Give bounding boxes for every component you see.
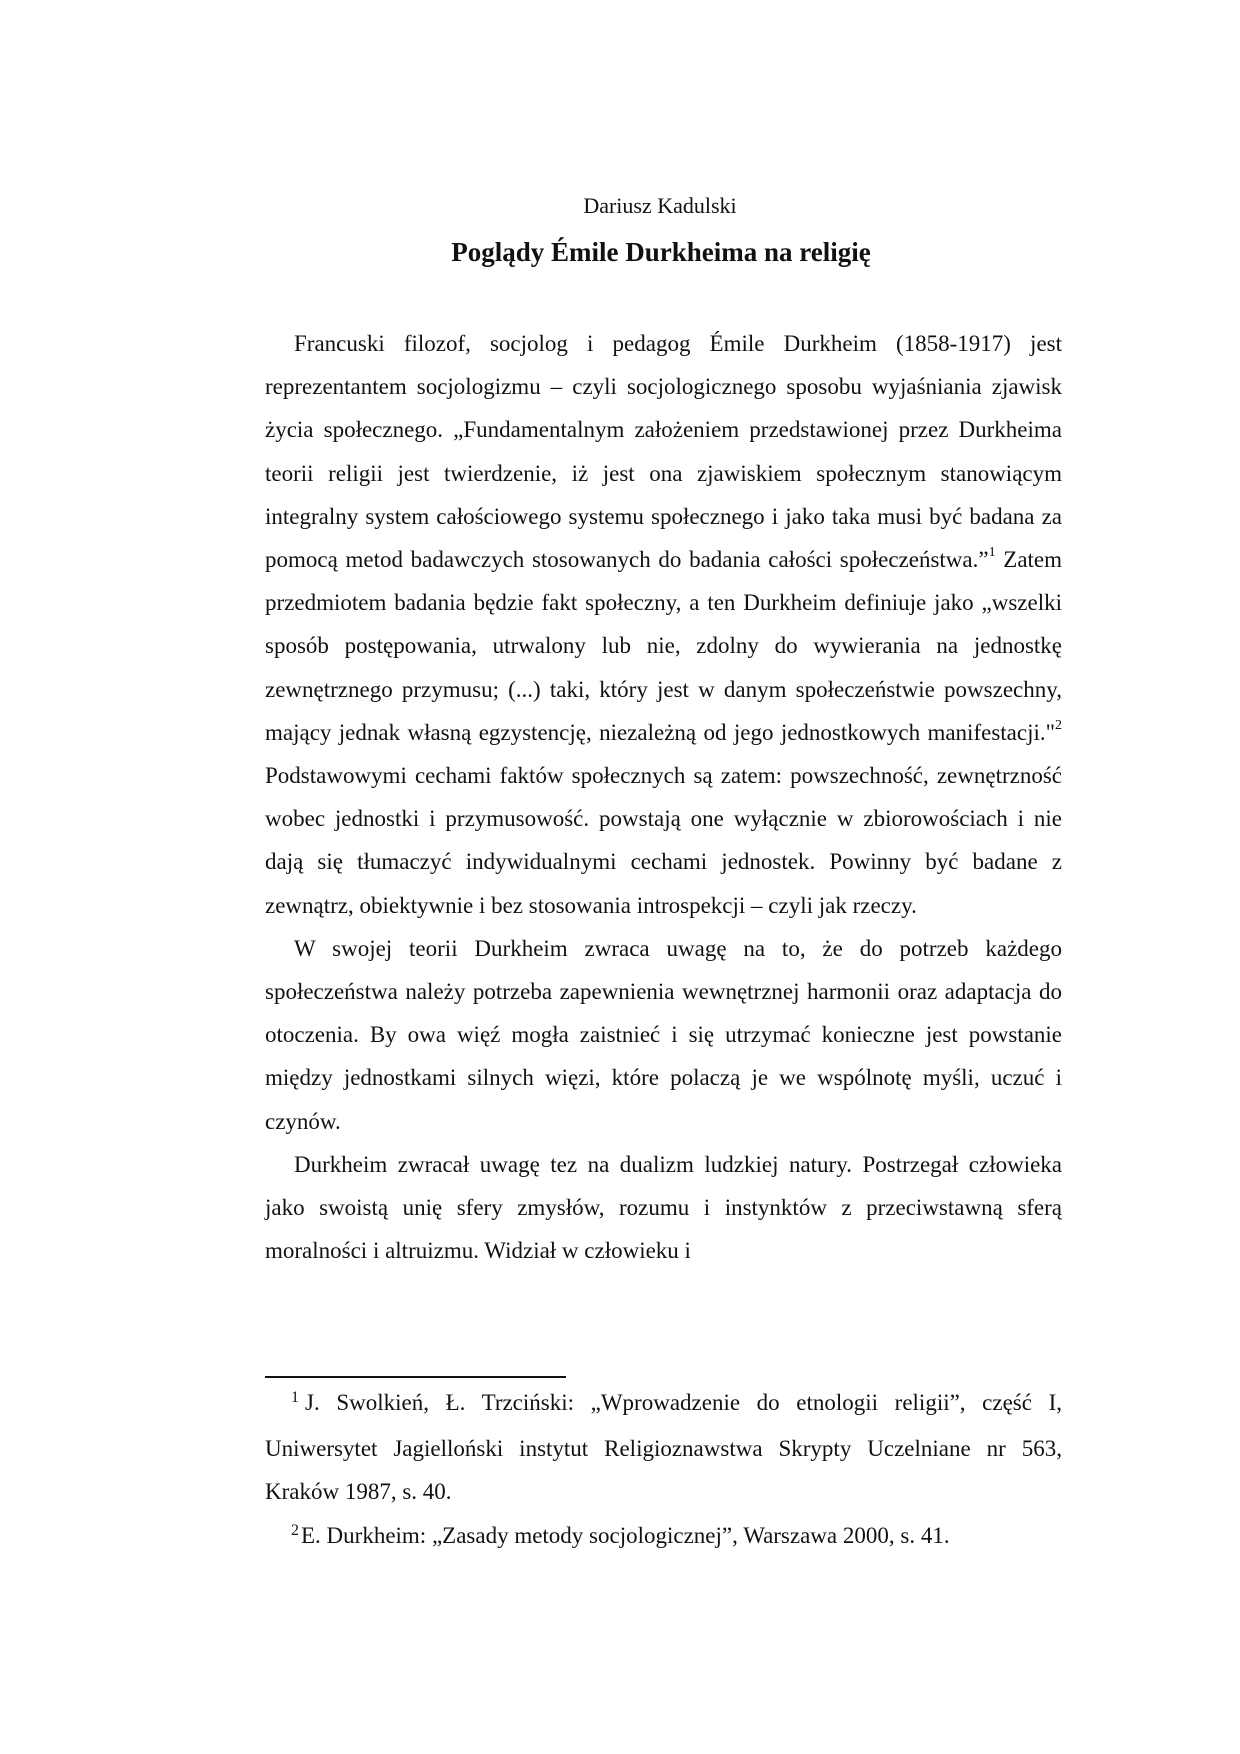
footnote-1-text: J. Swolkień, Ł. Trzciński: „Wprowadzenie do etnologii religii”, część I, Uniwersytet Jagielloński instytut Religioznawstwa Skrypty Uczelniane nr 563, Kraków 1987, s. 40. <box>265 1390 1062 1505</box>
footnote-1 <box>265 1381 1062 1514</box>
paragraph-2: W swojej teorii Durkheim zwraca uwagę na to, że do potrzeb każdego społeczeństwa należy potrzeba zapewnienia wewnętrznej harmonii oraz adaptacja do otoczenia. By owa więź mogła zaistnieć i się utrzymać konieczne jest powstanie między jednostkami silnych więzi, które polaczą je we wspólnotę myśli, uczuć i czynów. <box>265 935 1062 1134</box>
paragraph-1 <box>265 322 1062 927</box>
paragraph-3: Durkheim zwracał uwagę tez na dualizm ludzkiej natury. Postrzegał człowieka jako swoistą unię sfery zmysłów, rozumu i instynktów z przeciwstawną sferą moralności i altruizmu. Widział w człowieku i <box>265 1151 1062 1264</box>
body-text <box>265 322 1062 1272</box>
paragraph-1-part-3: Podstawowymi cechami faktów społecznych są zatem: powszechność, zewnętrzność wobec jednostki i przymusowość. powstają one wyłącznie w zbiorowościach i nie dają się tłumaczyć indywidualnymi cechami jednostek. Powinny być badane z zewnątrz, obiektywnie i bez stosowania introspekcji – czyli jak rzeczy. <box>265 763 1062 918</box>
footnote-ref-1: 1 <box>988 545 996 561</box>
footnotes <box>265 1381 1062 1560</box>
paragraph-1-part-1: Francuski filozof, socjolog i pedagog Émile Durkheim (1858-1917) jest reprezentantem socjologizmu – czyli socjologicznego sposobu wyjaśniania zjawisk życia społecznego. „Fundamentalnym założeniem przedstawionej przez Durkheima teorii religii jest twierdzenie, iż jest ona zjawiskiem społecznym stanowiącym integralny system całościowego systemu społecznego i jako taka musi być badana za pomocą metod badawczych stosowanych do badania całości społeczeństwa.” <box>265 331 1062 573</box>
footnote-2-number: 2 <box>291 1521 299 1539</box>
page-title: Poglądy Émile Durkheima na religię <box>451 237 871 267</box>
author-name: Dariusz Kadulski <box>583 193 737 218</box>
footnote-2 <box>265 1514 1062 1560</box>
paragraph-1-part-2: Zatem przedmiotem badania będzie fakt społeczny, a ten Durkheim definiuje jako „wszelki sposób postępowania, utrwalony lub nie, zdolny do wywierania na jednostkę zewnętrznego przymusu; (...) taki, który jest w danym społeczeństwie powszechny, mający jednak własną egzystencję, niezależną od jego jednostkowych manifestacji." <box>265 547 1063 745</box>
footnote-1-number: 1 <box>291 1389 299 1406</box>
footnote-2-text: E. Durkheim: „Zasady metody socjologicznej”, Warszawa 2000, s. 41. <box>301 1522 950 1548</box>
footnote-separator <box>265 1376 566 1378</box>
footnote-ref-2: 2 <box>1055 718 1062 734</box>
